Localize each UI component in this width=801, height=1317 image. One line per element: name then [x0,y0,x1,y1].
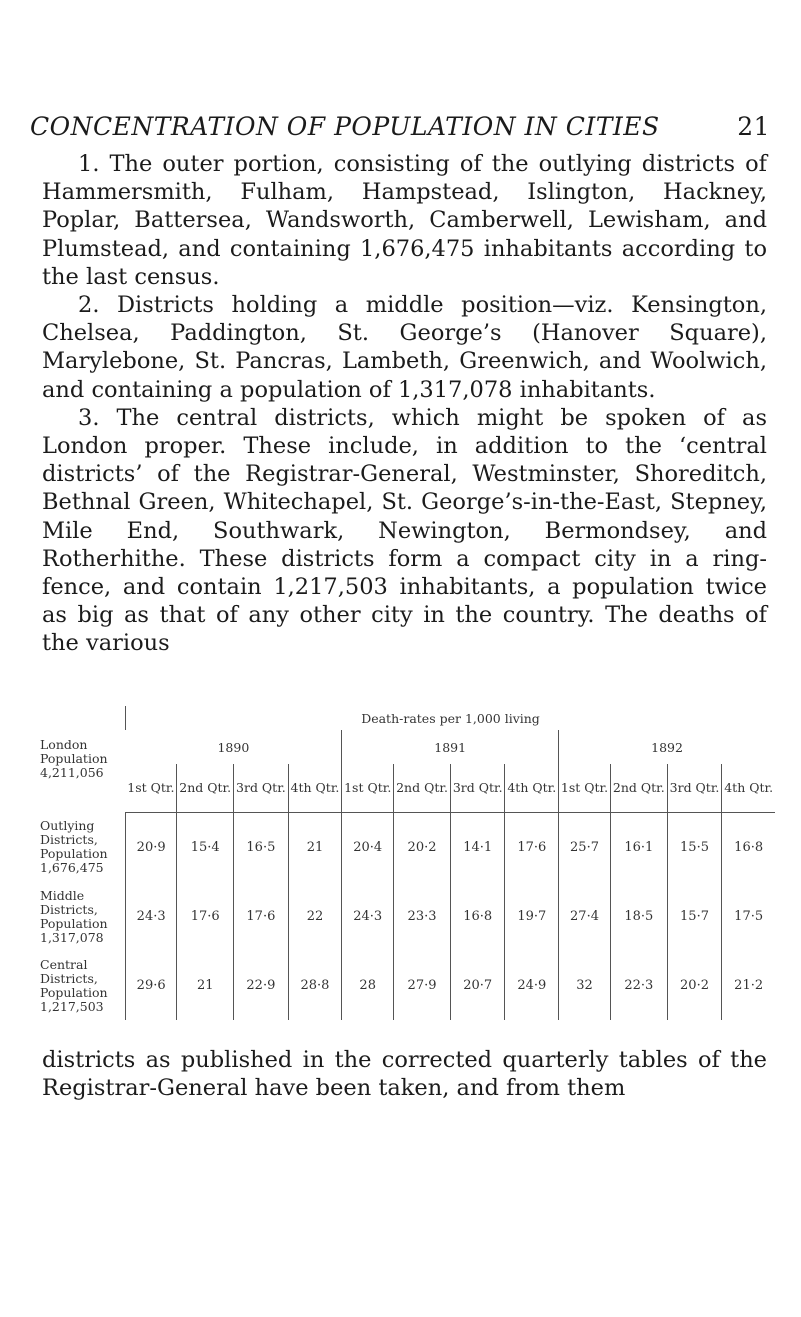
table-cell: 15·4 [177,813,234,883]
row-label: Central Districts, Population 1,217,503 [40,956,108,1014]
table-cell: 16·5 [234,813,289,883]
table-cell: 23·3 [394,882,451,951]
table-cell: 28·8 [288,951,342,1020]
table-cell: 17·6 [505,813,559,883]
quarter-header: 3rd Qtr. [450,764,505,813]
year-header-1890: 1890 [217,739,250,755]
quarter-header: 2nd Qtr. [177,764,234,813]
table-cell: 20·7 [450,951,505,1020]
table-cell: 21 [288,813,342,883]
year-header-1892: 1892 [559,730,775,764]
table-cell: 22 [288,882,342,951]
table-cell: 24·9 [505,951,559,1020]
table-cell: 14·1 [450,813,505,883]
table-cell: 20·2 [667,951,722,1020]
table-cell: 21·2 [722,951,775,1020]
quarter-header: 4th Qtr. [722,764,775,813]
table-cell: 20·2 [394,813,451,883]
paragraph-outer-portion: 1. The outer portion, consisting of the outlying districts of Hammersmith, Fulham, Hampstead, Islington, Hackney, Poplar, Battersea, Wandsworth, Camberwell, Lewisham, and Plumstead, and containing 1,676,475 inhabitants according to the last census. [42,151,767,290]
quarter-header: 3rd Qtr. [667,764,722,813]
quarter-header: 2nd Qtr. [394,764,451,813]
death-rates-table [30,706,775,1020]
table-cell: 29·6 [126,951,177,1020]
table-cell: 17·6 [177,882,234,951]
table-cell: 18·5 [610,882,667,951]
quarter-header: 3rd Qtr. [234,764,289,813]
table-cell: 16·1 [610,813,667,883]
table-cell: 22·3 [610,951,667,1020]
year-header-1891: 1891 [342,730,559,764]
paragraph-central-districts: 3. The central districts, which might be spoken of as London proper. These include, in addition to the ‘central districts’ of the Registrar-General, Westminster, Shoreditch, Bethnal Green, Whitechapel, St. George’s-in-the-East, Stepney, Mile End, Southwark, Newington, Bermondsey, and Rotherhithe. These districts form a compact city in a ring-fence, and contain 1,217,503 inhabitants, a population twice as big as that of any other city in the country. The deaths of the various [42,404,767,657]
table-cell: 27·4 [559,882,611,951]
row-label: Middle Districts, Population 1,317,078 [40,887,108,945]
table-row-outlying [30,813,775,883]
table-cell: 17·5 [722,882,775,951]
table-row-middle [30,882,775,951]
quarter-header: 4th Qtr. [288,764,342,813]
table-cell: 24·3 [126,882,177,951]
table-cell: 19·7 [505,882,559,951]
quarter-header: 2nd Qtr. [610,764,667,813]
quarter-header: 4th Qtr. [505,764,559,813]
table-cell: 25·7 [559,813,611,883]
super-header: Death-rates per 1,000 living [126,706,776,730]
quarter-header: 1st Qtr. [559,764,611,813]
continuation-text [42,1046,767,1102]
table-cell: 20·4 [342,813,394,883]
table-cell: 28 [342,951,394,1020]
table-cell: 15·7 [667,882,722,951]
table-cell: 24·3 [342,882,394,951]
quarter-header: 1st Qtr. [126,764,177,813]
quarter-header: 1st Qtr. [342,764,394,813]
running-head [30,112,770,146]
table-cell: 16·8 [722,813,775,883]
paragraph-continuation: districts as published in the corrected quarterly tables of the Registrar-General have been taken, and from them [42,1047,767,1102]
table-cell: 32 [559,951,611,1020]
row-label: Outlying Districts, Population 1,676,475 [40,818,108,876]
table-cell: 21 [177,951,234,1020]
table-cell: 20·9 [126,813,177,883]
body-text [42,150,767,658]
paragraph-middle-districts: 2. Districts holding a middle position—viz. Kensington, Chelsea, Paddington, St. George’s (Hanover Square), Marylebone, St. Pancras, Lambeth, Greenwich, and Woolwich, and containing a population of 1,317,078 inhabitants. [42,292,767,403]
stub-header: London Population 4,211,056 [40,737,108,781]
page-number: 21 [737,112,770,141]
table-row-central [30,951,775,1020]
table-cell: 17·6 [234,882,289,951]
table-cell: 27·9 [394,951,451,1020]
table-cell: 15·5 [667,813,722,883]
table-cell: 16·8 [450,882,505,951]
running-title: CONCENTRATION OF POPULATION IN CITIES [30,112,660,141]
death-rates-table-container [30,706,775,1020]
table-cell: 22·9 [234,951,289,1020]
